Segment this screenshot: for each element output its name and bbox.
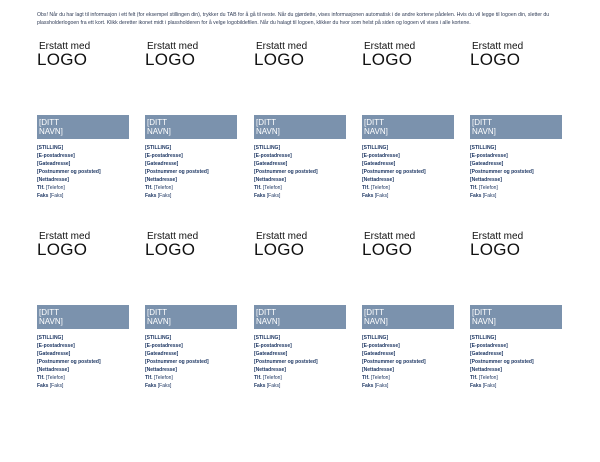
contact-details[interactable]	[145, 334, 255, 390]
phone-label: Tlf.	[254, 375, 262, 381]
phone-row	[37, 184, 147, 192]
phone-label: Tlf.	[362, 375, 370, 381]
street-address: [Gateadresse]	[145, 161, 179, 167]
phone-value: [Telefon]	[478, 375, 498, 381]
contact-details[interactable]	[37, 144, 147, 200]
street-address: [Gateadresse]	[470, 351, 504, 357]
fax-value: [Faks]	[157, 193, 172, 199]
email-address: [E-postadresse]	[362, 343, 400, 349]
logo-replace-text: Erstatt med	[256, 41, 308, 52]
email-address: [E-postadresse]	[254, 343, 292, 349]
fax-label: Faks	[37, 193, 49, 199]
phone-label: Tlf.	[37, 185, 45, 191]
business-card[interactable]	[470, 41, 562, 199]
web-address: [Nettadresse]	[362, 367, 394, 373]
logo-replace-text: Erstatt med	[472, 41, 524, 52]
name-line-2: NAVN]	[39, 127, 63, 136]
email-address: [E-postadresse]	[145, 153, 183, 159]
job-title: [STILLING]	[145, 145, 172, 151]
logo-text: LOGO	[145, 240, 196, 259]
logo-replace-text: Erstatt med	[39, 41, 91, 52]
phone-row	[362, 374, 472, 382]
fax-value: [Faks]	[49, 193, 64, 199]
name-banner[interactable]	[362, 305, 454, 329]
business-card[interactable]	[362, 231, 454, 389]
logo-placeholder[interactable]	[145, 231, 198, 257]
name-banner[interactable]	[145, 305, 237, 329]
fax-value: [Faks]	[374, 193, 389, 199]
email-address: [E-postadresse]	[37, 153, 75, 159]
phone-value: [Telefon]	[262, 375, 282, 381]
phone-value: [Telefon]	[153, 185, 173, 191]
name-line-1: [DITT	[364, 118, 384, 127]
postal-address: [Postnummer og poststed]	[145, 169, 209, 175]
postal-address: [Postnummer og poststed]	[145, 359, 209, 365]
logo-placeholder[interactable]	[470, 231, 523, 257]
fax-row	[470, 192, 580, 200]
logo-placeholder[interactable]	[37, 41, 90, 67]
business-card[interactable]	[37, 41, 129, 199]
name-line-2: NAVN]	[472, 127, 496, 136]
name-line-2: NAVN]	[364, 127, 388, 136]
fax-row	[145, 192, 255, 200]
name-banner[interactable]	[362, 115, 454, 139]
email-address: [E-postadresse]	[37, 343, 75, 349]
phone-row	[37, 374, 147, 382]
fax-label: Faks	[254, 193, 266, 199]
logo-text: LOGO	[470, 50, 521, 69]
web-address: [Nettadresse]	[470, 177, 502, 183]
fax-label: Faks	[470, 193, 482, 199]
contact-details[interactable]	[470, 334, 580, 390]
fax-value: [Faks]	[266, 383, 281, 389]
phone-row	[254, 184, 364, 192]
job-title: [STILLING]	[470, 145, 497, 151]
contact-details[interactable]	[37, 334, 147, 390]
fax-label: Faks	[145, 383, 157, 389]
name-line-1: [DITT	[39, 118, 59, 127]
street-address: [Gateadresse]	[37, 161, 71, 167]
logo-text: LOGO	[37, 240, 88, 259]
postal-address: [Postnummer og poststed]	[254, 359, 318, 365]
logo-replace-text: Erstatt med	[472, 231, 524, 242]
postal-address: [Postnummer og poststed]	[254, 169, 318, 175]
phone-row	[254, 374, 364, 382]
business-card[interactable]	[37, 231, 129, 389]
job-title: [STILLING]	[37, 335, 64, 341]
fax-value: [Faks]	[157, 383, 172, 389]
fax-value: [Faks]	[374, 383, 389, 389]
web-address: [Nettadresse]	[37, 177, 69, 183]
phone-value: [Telefon]	[478, 185, 498, 191]
postal-address: [Postnummer og poststed]	[37, 169, 101, 175]
logo-text: LOGO	[145, 50, 196, 69]
street-address: [Gateadresse]	[37, 351, 71, 357]
fax-row	[470, 382, 580, 390]
business-card[interactable]	[470, 231, 562, 389]
logo-replace-text: Erstatt med	[147, 41, 199, 52]
logo-placeholder[interactable]	[254, 231, 307, 257]
street-address: [Gateadresse]	[362, 351, 396, 357]
fax-value: [Faks]	[482, 193, 497, 199]
logo-placeholder[interactable]	[254, 41, 307, 67]
contact-details[interactable]	[362, 144, 472, 200]
email-address: [E-postadresse]	[470, 343, 508, 349]
name-line-2: NAVN]	[147, 127, 171, 136]
logo-text: LOGO	[254, 50, 305, 69]
phone-label: Tlf.	[254, 185, 262, 191]
phone-label: Tlf.	[37, 375, 45, 381]
name-banner[interactable]	[37, 115, 129, 139]
name-banner[interactable]	[470, 305, 562, 329]
name-line-2: NAVN]	[472, 317, 496, 326]
name-line-1: [DITT	[147, 308, 167, 317]
web-address: [Nettadresse]	[254, 177, 286, 183]
email-address: [E-postadresse]	[470, 153, 508, 159]
job-title: [STILLING]	[362, 335, 389, 341]
name-line-2: NAVN]	[256, 127, 280, 136]
logo-replace-text: Erstatt med	[147, 231, 199, 242]
name-line-1: [DITT	[364, 308, 384, 317]
fax-label: Faks	[470, 383, 482, 389]
logo-text: LOGO	[470, 240, 521, 259]
contact-details[interactable]	[254, 334, 364, 390]
phone-row	[470, 374, 580, 382]
name-banner[interactable]	[470, 115, 562, 139]
name-line-1: [DITT	[39, 308, 59, 317]
street-address: [Gateadresse]	[254, 351, 288, 357]
fax-label: Faks	[254, 383, 266, 389]
fax-value: [Faks]	[49, 383, 64, 389]
web-address: [Nettadresse]	[145, 177, 177, 183]
contact-details[interactable]	[362, 334, 472, 390]
logo-placeholder[interactable]	[37, 231, 90, 257]
name-banner[interactable]	[37, 305, 129, 329]
street-address: [Gateadresse]	[254, 161, 288, 167]
phone-value: [Telefon]	[153, 375, 173, 381]
postal-address: [Postnummer og poststed]	[470, 359, 534, 365]
phone-row	[470, 184, 580, 192]
job-title: [STILLING]	[254, 335, 281, 341]
phone-label: Tlf.	[470, 185, 478, 191]
name-line-1: [DITT	[472, 308, 492, 317]
web-address: [Nettadresse]	[37, 367, 69, 373]
phone-row	[362, 184, 472, 192]
fax-label: Faks	[362, 193, 374, 199]
fax-label: Faks	[145, 193, 157, 199]
job-title: [STILLING]	[254, 145, 281, 151]
business-card[interactable]	[254, 231, 346, 389]
street-address: [Gateadresse]	[145, 351, 179, 357]
fax-row	[37, 382, 147, 390]
fax-label: Faks	[362, 383, 374, 389]
logo-placeholder[interactable]	[145, 41, 198, 67]
web-address: [Nettadresse]	[254, 367, 286, 373]
name-line-1: [DITT	[256, 118, 276, 127]
job-title: [STILLING]	[145, 335, 172, 341]
email-address: [E-postadresse]	[145, 343, 183, 349]
name-line-1: [DITT	[472, 118, 492, 127]
logo-placeholder[interactable]	[470, 41, 523, 67]
phone-value: [Telefon]	[45, 375, 65, 381]
postal-address: [Postnummer og poststed]	[470, 169, 534, 175]
phone-label: Tlf.	[145, 375, 153, 381]
phone-value: [Telefon]	[45, 185, 65, 191]
postal-address: [Postnummer og poststed]	[37, 359, 101, 365]
name-banner[interactable]	[254, 115, 346, 139]
logo-text: LOGO	[254, 240, 305, 259]
fax-value: [Faks]	[266, 193, 281, 199]
fax-row	[145, 382, 255, 390]
job-title: [STILLING]	[37, 145, 64, 151]
business-card[interactable]	[145, 41, 237, 199]
name-banner[interactable]	[254, 305, 346, 329]
job-title: [STILLING]	[470, 335, 497, 341]
name-line-1: [DITT	[256, 308, 276, 317]
name-line-2: NAVN]	[39, 317, 63, 326]
contact-details[interactable]	[470, 144, 580, 200]
street-address: [Gateadresse]	[362, 161, 396, 167]
logo-text: LOGO	[362, 240, 413, 259]
fax-row	[37, 192, 147, 200]
email-address: [E-postadresse]	[362, 153, 400, 159]
email-address: [E-postadresse]	[254, 153, 292, 159]
web-address: [Nettadresse]	[145, 367, 177, 373]
fax-row	[362, 382, 472, 390]
web-address: [Nettadresse]	[470, 367, 502, 373]
phone-label: Tlf.	[470, 375, 478, 381]
fax-row	[254, 382, 364, 390]
name-line-2: NAVN]	[364, 317, 388, 326]
postal-address: [Postnummer og poststed]	[362, 169, 426, 175]
instructions-note: Obs! Når du har lagt til informasjon i ett felt (for eksempel stillingen din), trykker du TAB for å gå til neste. Når du gjørdette, vises informasjonen automatisk i de andre kortene pådelen. Hvis du vil legge til logoen din, sletter du plassholderlogoen fra ett kort. Klikk deretter ikonet midt i plassholderen for å velge logobildefilen. Når du halagt til logoen, klikker du hvor som helst på siden og logoen vil vises i alle kortene.	[37, 12, 550, 26]
business-card[interactable]	[145, 231, 237, 389]
contact-details[interactable]	[145, 144, 255, 200]
business-card[interactable]	[362, 41, 454, 199]
logo-replace-text: Erstatt med	[364, 41, 416, 52]
logo-replace-text: Erstatt med	[364, 231, 416, 242]
phone-value: [Telefon]	[370, 185, 390, 191]
phone-value: [Telefon]	[370, 375, 390, 381]
phone-row	[145, 184, 255, 192]
fax-row	[254, 192, 364, 200]
logo-text: LOGO	[37, 50, 88, 69]
fax-label: Faks	[37, 383, 49, 389]
phone-label: Tlf.	[145, 185, 153, 191]
name-banner[interactable]	[145, 115, 237, 139]
logo-placeholder[interactable]	[362, 231, 415, 257]
name-line-2: NAVN]	[147, 317, 171, 326]
name-line-1: [DITT	[147, 118, 167, 127]
logo-replace-text: Erstatt med	[39, 231, 91, 242]
job-title: [STILLING]	[362, 145, 389, 151]
phone-row	[145, 374, 255, 382]
fax-row	[362, 192, 472, 200]
street-address: [Gateadresse]	[470, 161, 504, 167]
logo-replace-text: Erstatt med	[256, 231, 308, 242]
contact-details[interactable]	[254, 144, 364, 200]
web-address: [Nettadresse]	[362, 177, 394, 183]
fax-value: [Faks]	[482, 383, 497, 389]
name-line-2: NAVN]	[256, 317, 280, 326]
phone-value: [Telefon]	[262, 185, 282, 191]
phone-label: Tlf.	[362, 185, 370, 191]
business-card[interactable]	[254, 41, 346, 199]
logo-placeholder[interactable]	[362, 41, 415, 67]
postal-address: [Postnummer og poststed]	[362, 359, 426, 365]
logo-text: LOGO	[362, 50, 413, 69]
